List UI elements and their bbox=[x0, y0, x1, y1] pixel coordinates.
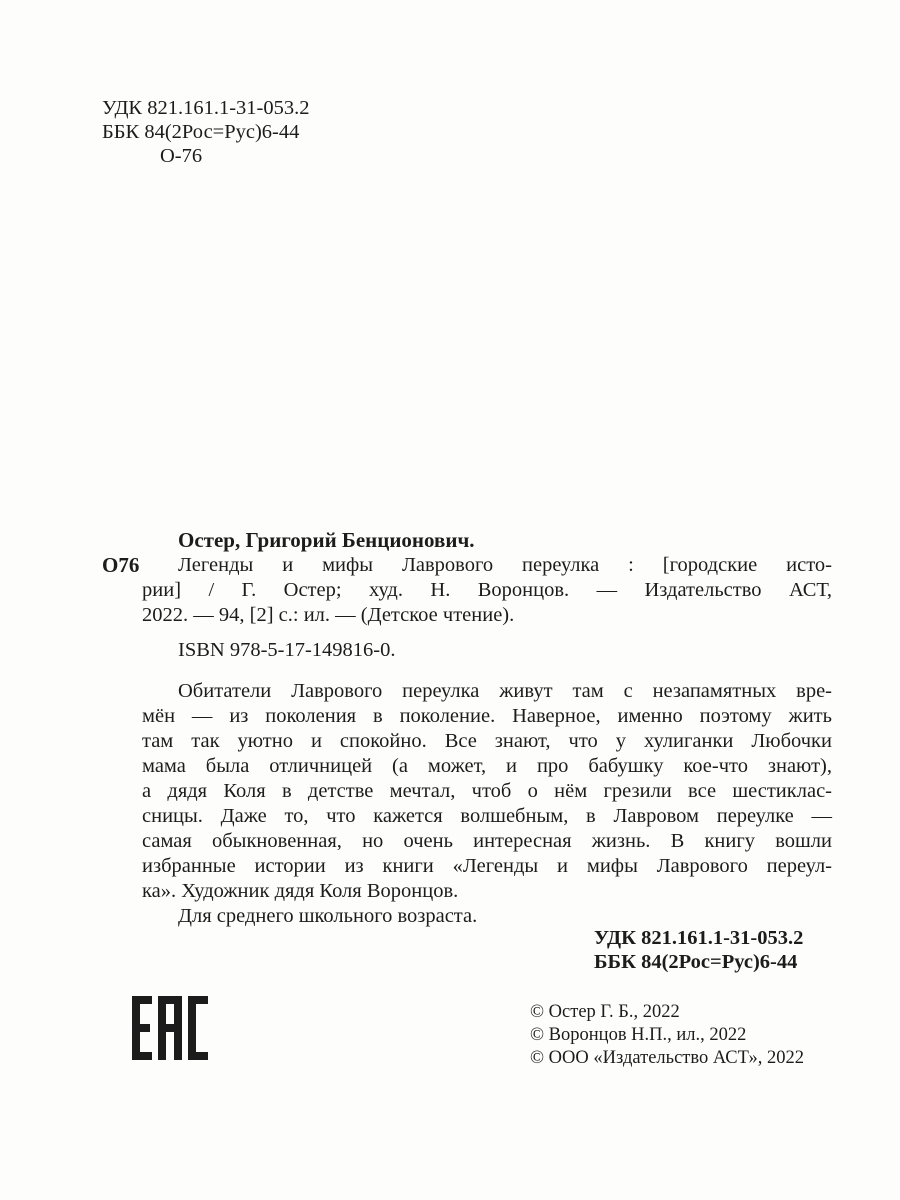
annotation-line: там так уютно и спокойно. Все знают, что у хулиганки Любочки bbox=[142, 730, 832, 752]
top-udk: УДК 821.161.1-31-053.2 bbox=[102, 97, 310, 119]
annotation-line: мён — из поколения в поколение. Наверное, именно поэтому жить bbox=[142, 705, 832, 727]
bottom-udk: УДК 821.161.1-31-053.2 bbox=[594, 927, 804, 949]
copyright-line: © Остер Г. Б., 2022 bbox=[530, 1002, 680, 1022]
annotation-line: самая обыкновенная, но очень интересная жизнь. В книгу вошли bbox=[142, 830, 832, 852]
annotation-line: избранные истории из книги «Легенды и мифы Лаврового переул- bbox=[142, 855, 832, 877]
annotation-line: Обитатели Лаврового переулка живут там с незапамятных вре- bbox=[178, 680, 832, 702]
catalog-sign: О76 bbox=[102, 553, 140, 577]
catalog-author: Остер, Григорий Бенционович. bbox=[178, 528, 475, 552]
top-author-sign: О-76 bbox=[160, 145, 203, 167]
eac-mark-icon bbox=[132, 996, 208, 1060]
catalog-desc-line: рии] / Г. Остер; худ. Н. Воронцов. — Издательство АСТ, bbox=[142, 579, 832, 601]
catalog-desc-line: 2022. — 94, [2] с.: ил. — (Детское чтение). bbox=[142, 604, 515, 626]
isbn: ISBN 978-5-17-149816-0. bbox=[178, 639, 396, 661]
annotation-line: ка». Художник дядя Коля Воронцов. bbox=[142, 880, 459, 902]
annotation-line: сницы. Даже то, что кажется волшебным, в Лавровом переулке — bbox=[142, 805, 832, 827]
bottom-bbk: ББК 84(2Рос=Рус)6-44 bbox=[594, 951, 798, 973]
copyright-line: © Воронцов Н.П., ил., 2022 bbox=[530, 1025, 747, 1045]
age-rating-note: Для среднего школьного возраста. bbox=[178, 905, 478, 927]
catalog-desc-line: Легенды и мифы Лаврового переулка : [городские исто- bbox=[178, 554, 832, 576]
top-bbk: ББК 84(2Рос=Рус)6-44 bbox=[102, 121, 300, 143]
annotation-line: а дядя Коля в детстве мечтал, чтоб о нём грезили все шестиклас- bbox=[142, 780, 832, 802]
copyright-line: © ООО «Издательство АСТ», 2022 bbox=[530, 1048, 804, 1068]
annotation-line: мама была отличницей (а может, и про бабушку кое-что знают), bbox=[142, 755, 832, 777]
